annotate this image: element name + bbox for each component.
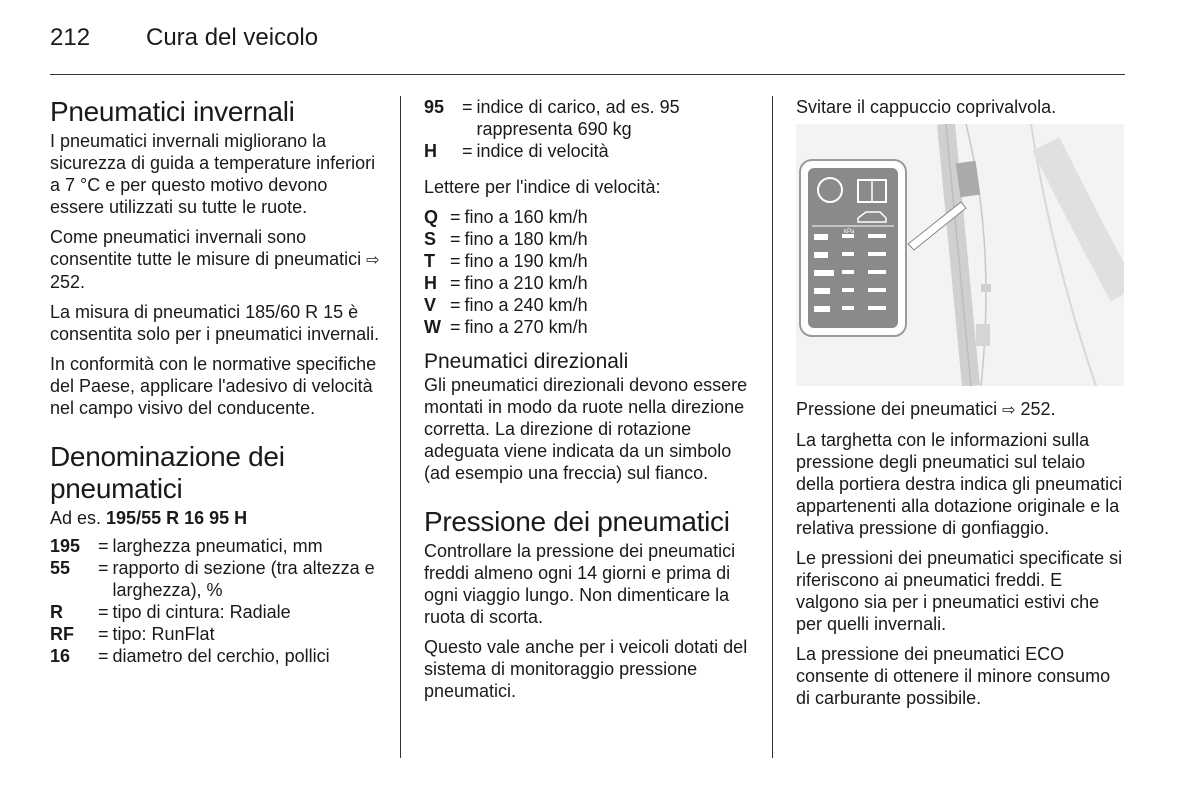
definition: fino a 180 km/h (464, 229, 588, 249)
term: 16 (50, 646, 71, 666)
equals-sign: = (450, 295, 461, 315)
list-item (424, 294, 754, 316)
page-header (50, 24, 318, 52)
paragraph-valve-cap: Svitare il cappuccio coprivalvola. (796, 97, 1057, 117)
column-3 (796, 96, 1126, 717)
term: RF (50, 624, 74, 644)
term: Q (424, 207, 439, 227)
paragraph-pressure-monitoring: Questo vale anche per i veicoli dotati del sistema di monitoraggio pressione pneumatici. (424, 637, 748, 701)
list-item (50, 645, 382, 667)
term: W (424, 317, 441, 337)
term: 95 (424, 97, 445, 117)
definition: fino a 210 km/h (464, 273, 588, 293)
label-unit-text: kPa (844, 229, 855, 235)
definition: diametro del cerchio, pollici (112, 646, 330, 666)
heading-tyre-designation: Denominazione dei pneumatici (50, 441, 285, 504)
equals-sign: = (462, 141, 473, 161)
example-prefix: Ad es. (50, 508, 107, 528)
list-item (424, 206, 754, 228)
equals-sign: = (98, 624, 109, 644)
page-number: 212 (50, 24, 91, 51)
definition: tipo: RunFlat (112, 624, 215, 644)
list-item (424, 316, 754, 338)
list-item (424, 250, 754, 272)
definition: indice di carico, ad es. 95 rappresenta 690 kg (476, 97, 680, 139)
term: H (424, 141, 437, 161)
speed-index-list (424, 206, 754, 338)
heading-directional-tyres: Pneumatici direzionali (424, 350, 629, 373)
paragraph-pressure-ref (796, 398, 1126, 421)
equals-sign: = (98, 646, 109, 666)
paragraph-cold-tyres: Le pressioni dei pneumatici specificate si riferiscono ai pneumatici freddi. E valgono sia per i pneumatici estivi che per quelli invernali. (796, 548, 1123, 634)
list-item (50, 535, 382, 557)
equals-sign: = (98, 602, 109, 622)
term: H (424, 273, 437, 293)
list-item (424, 272, 754, 294)
definition: fino a 240 km/h (464, 295, 588, 315)
term: 55 (50, 558, 71, 578)
list-item (50, 623, 382, 645)
equals-sign: = (450, 273, 461, 293)
heading-tyre-pressure: Pressione dei pneumatici (424, 506, 730, 537)
equals-sign: = (450, 229, 461, 249)
example-code: 195/55 R 16 95 H (106, 508, 248, 528)
column-divider-2 (772, 96, 773, 758)
equals-sign: = (450, 251, 461, 271)
page-reference: 252. (50, 272, 86, 292)
example-line (50, 507, 382, 529)
list-item (50, 557, 382, 601)
door-frame-drawing (796, 124, 1124, 386)
paragraph-size-185: La misura di pneumatici 185/60 R 15 è consentita solo per i pneumatici invernali. (50, 302, 380, 344)
paragraph-winter-sizes-text: Come pneumatici invernali sono consentite tutte le misure di pneumatici (50, 227, 367, 269)
equals-sign: = (98, 558, 109, 578)
list-item (424, 140, 754, 162)
definition: fino a 270 km/h (464, 317, 588, 337)
tyre-pressure-label-illustration (796, 124, 1124, 386)
paragraph-winter-sizes (50, 226, 382, 293)
paragraph-pressure-ref-text: Pressione dei pneumatici (796, 399, 1003, 419)
term: V (424, 295, 437, 315)
chapter-title: Cura del veicolo (146, 24, 319, 51)
designation-list-continued (424, 96, 754, 162)
equals-sign: = (450, 207, 461, 227)
definition: fino a 190 km/h (464, 251, 588, 271)
page-reference: 252. (1015, 399, 1056, 419)
heading-winter-tyres: Pneumatici invernali (50, 96, 295, 127)
paragraph-winter-intro: I pneumatici invernali migliorano la sicurezza di guida a temperature inferiori a 7 °C e per questo motivo devono essere utilizzati su tutte le ruote. (50, 131, 376, 217)
definition: indice di velocità (476, 141, 609, 161)
designation-list (50, 535, 382, 667)
term: S (424, 229, 437, 249)
list-item (424, 228, 754, 250)
header-rule (50, 74, 1125, 75)
term: 195 (50, 536, 81, 556)
list-item (50, 601, 382, 623)
equals-sign: = (450, 317, 461, 337)
term: T (424, 251, 435, 271)
paragraph-speed-sticker: In conformità con le normative specifiche del Paese, applicare l'adesivo di velocità nel campo visivo del conducente. (50, 354, 377, 418)
paragraph-directional: Gli pneumatici direzionali devono essere montati in modo da ruote nella direzione corretta. La direzione di rotazione adeguata viene indicata da un simbolo (ad esempio una freccia) sul fianco. (424, 375, 748, 483)
column-2 (424, 96, 754, 710)
definition: larghezza pneumatici, mm (112, 536, 323, 556)
paragraph-pressure-label: La targhetta con le informazioni sulla pressione degli pneumatici sul telaio della portiera destra indica gli pneumatici appartenenti alla dotazione originale e la relativa pressione di gonfiaggio. (796, 430, 1123, 538)
column-1 (50, 96, 382, 677)
definition: tipo di cintura: Radiale (112, 602, 291, 622)
cross-reference-arrow-icon: ⇨ (366, 250, 380, 269)
paragraph-pressure-check: Controllare la pressione dei pneumatici freddi almeno ogni 14 giorni e prima di ogni viaggio lungo. Non dimenticare la ruota di scorta. (424, 541, 736, 627)
definition: rapporto di sezione (tra altezza e larghezza), % (112, 558, 375, 600)
paragraph-eco-pressure: La pressione dei pneumatici ECO consente di ottenere il minore consumo di carburante possibile. (796, 644, 1111, 708)
term: R (50, 602, 63, 622)
definition: fino a 160 km/h (464, 207, 588, 227)
equals-sign: = (462, 97, 473, 117)
list-item (424, 96, 754, 140)
equals-sign: = (98, 536, 109, 556)
speed-index-intro: Lettere per l'indice di velocità: (424, 177, 661, 197)
column-divider-1 (400, 96, 401, 758)
cross-reference-arrow-icon: ⇨ (1002, 400, 1016, 419)
